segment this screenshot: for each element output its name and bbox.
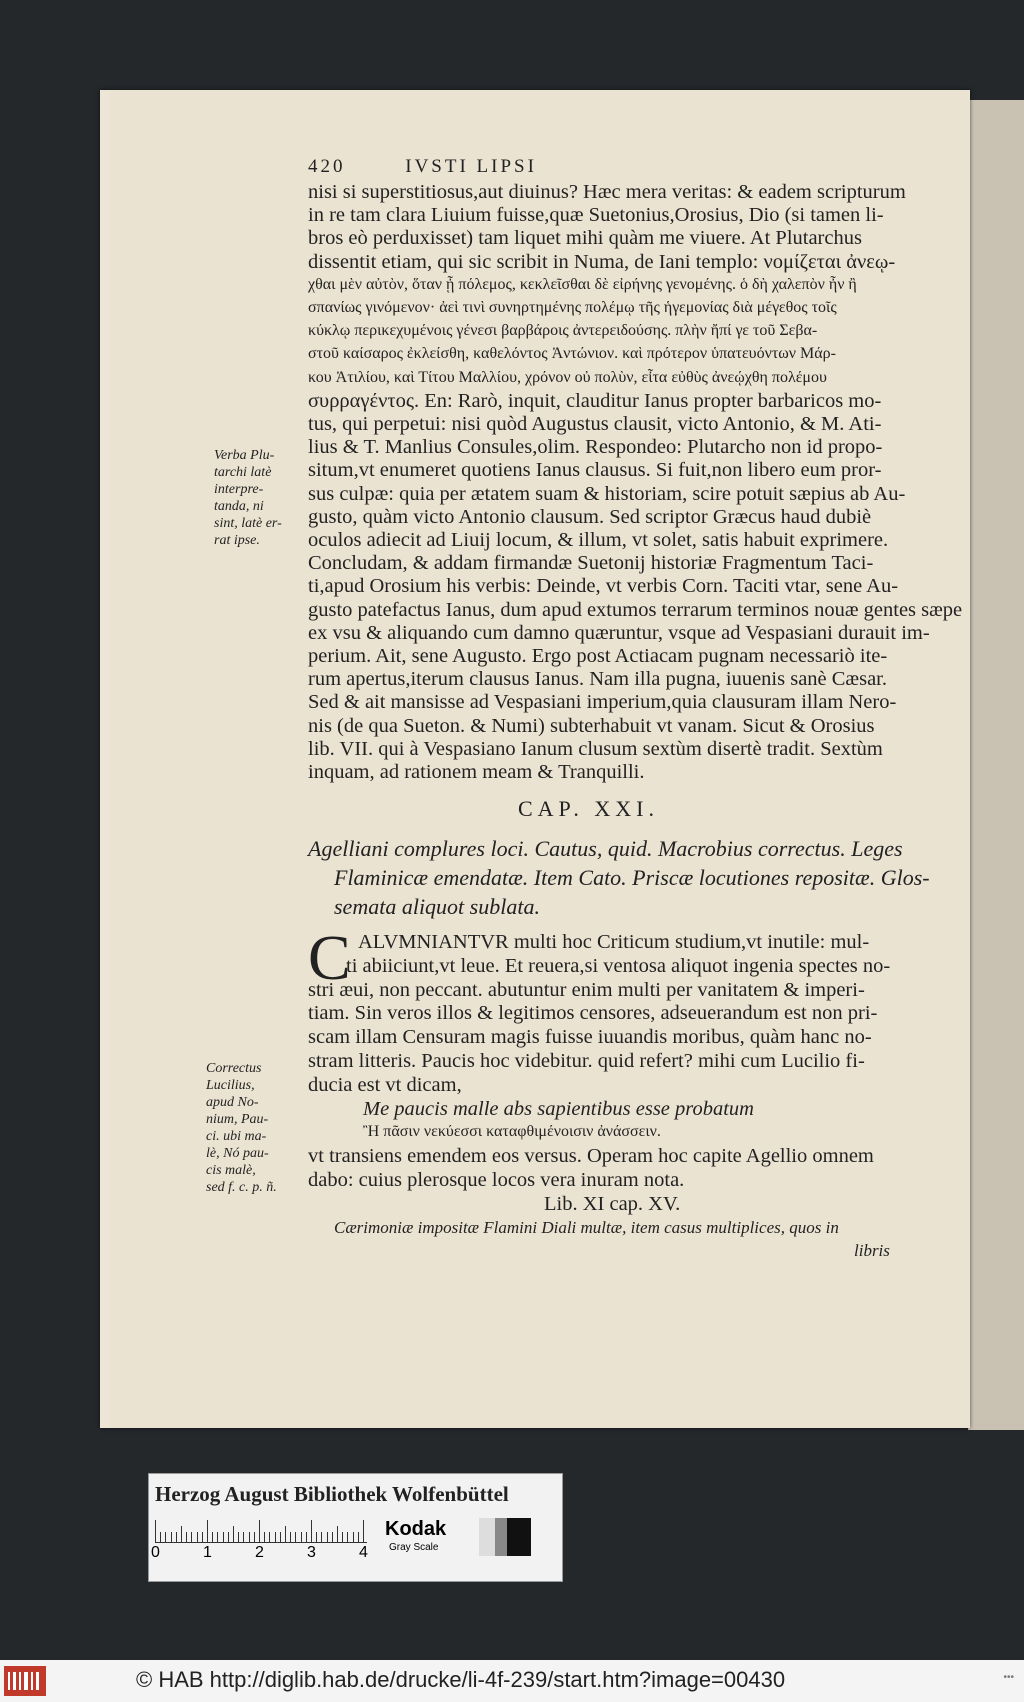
marginal-note-line: lè, Nó pau- [206,1146,269,1161]
ruler-tick [207,1520,208,1542]
marginal-note-line: sint, latè er- [214,516,282,531]
summary-line: Flaminicæ emendatæ. Item Cato. Priscæ locutiones repositæ. Glos- [334,865,930,890]
ruler-tick [249,1532,250,1542]
ruler-tick [264,1532,265,1542]
text-line: tiam. Sin veros illos & legitimos censores, adseuerandum est non pri- [308,1002,878,1025]
text-line: situm,vt enumeret quotiens Ianus clausus. Si fuit,non libero eum pror- [308,459,882,482]
marginal-note-line: sed f. c. p. ñ. [206,1180,277,1195]
text-line: lib. VII. qui à Vespasiano Ianum clusum sextùm disertè tradit. Sextùm [308,737,883,760]
text-line: συρραγέντος. En: Rarò, inquit, clauditur Ianus propter barbaricos mo- [308,389,882,412]
text-line: ti abiiciunt,vt leue. Et reuera,si ventosa aliquot ingenia spectes no- [346,954,891,977]
ruler-number: 2 [255,1544,264,1561]
text-line: lius & T. Manlius Consules,olim. Respondeo: Plutarcho non id propo- [308,436,883,459]
ruler-tick [295,1532,296,1542]
text-line: κύκλῳ περικεχυμένοις γένεσι βαρβάροις ἀντερειδούσης. πλὴν ἤπί γε τοῦ Σεβα- [308,322,818,340]
marginal-note-line: Verba Plu- [214,448,275,463]
ruler-tick [311,1520,312,1542]
text-line: Sed & ait mansisse ad Vespasiani imperium,quia clausuram illam Nero- [308,691,897,714]
text-line: ALVMNIANTVR multi hoc Criticum studium,vt inutile: mul- [358,931,870,953]
text-line: Cærimoniæ impositæ Flamini Diali multæ, item casus multiplices, quos in [334,1217,839,1237]
text-line: rum apertus,iterum clausus Ianus. Nam illa pugna, iuuenis sanè Cæsar. [308,668,888,691]
chapter-title: CAP. XXI. [518,796,659,821]
text-line: perium. Ait, sene Augusto. Ergo post Actiacam pugnam necessariò ite- [308,645,888,667]
ruler-tick [275,1532,276,1542]
ruler-tick [217,1532,218,1542]
ruler-tick [316,1532,317,1542]
ruler-tick [171,1532,172,1542]
text-line: inquam, ad rationem meam & Tranquilli. [308,761,645,783]
ruler-tick [353,1532,354,1542]
summary-line: Agelliani complures loci. Cautus, quid. Macrobius correctus. Leges [308,836,903,861]
text-line: tus, qui perpetui: nisi quòd Augustus clausit, victo Antonio, & M. Ati- [308,413,882,435]
ruler-number: 1 [203,1544,212,1561]
ruler-tick [301,1532,302,1542]
page-number: 420 [308,156,346,177]
ruler-tick [280,1532,281,1542]
text-line: gusto, quàm victo Antonio clausum. Sed scriptor Græcus haud dubiè [308,505,872,528]
ruler-number: 3 [307,1544,316,1561]
marginal-note-lucilius [206,1060,277,1196]
ruler-number: 4 [359,1544,368,1561]
text-line: libris [854,1241,890,1261]
brand-logo: Kodak [385,1518,447,1540]
footer-right-mark: ••• [1003,1672,1014,1683]
text-line: stram litteris. Paucis hoc videbitur. quid refert? mihi cum Lucilio fi- [308,1050,865,1072]
text-line: ti,apud Orosium his verbis: Deinde, vt verbis Corn. Taciti vtar, sene Au- [308,575,899,598]
facing-page-edge [968,100,1024,1430]
ruler-tick [347,1532,348,1542]
text-line: in re tam clara Liuium fuisse,quæ Suetonius,Orosius, Dio (si tamen li- [308,204,884,227]
library-name: Herzog August Bibliothek Wolfenbüttel [155,1482,509,1506]
marginal-note-line: interpre- [214,482,264,497]
ruler-tick [212,1532,213,1542]
text-line: bros eò perduxisset) tam liquet mihi quàm me viuere. At Plutarchus [308,227,862,250]
text-line: nis (de qua Sueton. & Numi) subterhabuit vt vanam. Sicut & Orosius [308,714,875,737]
ruler-tick [191,1532,192,1542]
ruler-tick [202,1532,203,1542]
ruler-tick [160,1532,161,1542]
ruler-tick [254,1532,255,1542]
marginal-note-line: rat ipse. [214,533,260,548]
ruler-tick [186,1532,187,1542]
ruler-tick [165,1532,166,1542]
ruler-tick [228,1532,229,1542]
ruler-tick [223,1532,224,1542]
text-line: κου Ἀτιλίου, καὶ Τίτου Μαλλίου, χρόνον οὐ πολὺν, εἶτα εὐθὺς ἀνεῴχθη πολέμου [308,368,827,386]
ruler-tick [342,1532,343,1542]
hab-barcode-icon [4,1666,46,1696]
text-line: dabo: cuius plerosque locos vera inuram nota. [308,1169,685,1191]
gray-scale-patch [479,1518,531,1556]
ruler-tick [233,1526,234,1542]
marginal-note-line: tanda, ni [214,499,264,514]
text-line: gusto patefactus Ianus, dum apud extumos terrarum terminos nouæ gentes sæpe [308,598,963,621]
marginal-note-line: cis malè, [206,1163,256,1178]
running-head [308,156,537,178]
ruler-tick [269,1532,270,1542]
ruler-tick [321,1532,322,1542]
text-line: sus culpæ: quia per ætatem suam & historiam, scire potuit sæpius ab Au- [308,482,906,505]
text-line: oculos adiecit ad Liuij locum, & illum, vt solet, satis habuit exprimere. [308,529,889,551]
ruler-tick [327,1532,328,1542]
ruler-tick [155,1520,156,1542]
ruler-number: 0 [151,1544,160,1561]
ruler-tick [176,1532,177,1542]
library-color-chart [148,1473,563,1582]
ruler-tick [197,1532,198,1542]
text-line: stri æui, non peccant. abutuntur enim multi per vanitatem & imperi- [308,978,865,1001]
marginal-note-plutarch [214,447,282,549]
text-line: στοῦ καίσαρος ἐκλείσθη, καθελόντος Ἀντώνιον. καὶ πρότερον ὑπατευόντων Μάρ- [308,345,836,363]
text-line: Me paucis malle abs sapientibus esse probatum [363,1097,754,1120]
book-page [100,90,970,1428]
ruler-tick [337,1526,338,1542]
marginal-note-line: nium, Pau- [206,1112,269,1127]
text-line: nisi si superstitiosus,aut diuinus? Hæc mera veritas: & eadem scripturum [308,181,906,203]
brand-subtitle: Gray Scale [389,1542,439,1553]
text-line: Lib. XI cap. XV. [544,1192,681,1215]
scale-ruler [155,1518,367,1543]
text-line: dissentit etiam, qui sic scribit in Numa, de Iani templo: νομίζεται ἀνεῳ- [308,250,896,273]
ruler-tick [290,1532,291,1542]
text-line: vt transiens emendem eos versus. Operam hoc capite Agellio omnem [308,1145,874,1168]
marginal-note-line: Correctus [206,1061,262,1076]
marginal-note-line: Lucilius, [206,1078,255,1093]
copyright-url[interactable]: © HAB http://diglib.hab.de/drucke/li-4f-239/start.htm?image=00430 [136,1667,786,1692]
page-content [110,90,970,1428]
ruler-tick [358,1532,359,1542]
text-line: Ἢ πᾶσιν νεκύεσσι καταφθιμένοισιν ἀνάσσειν. [363,1123,661,1141]
ruler-tick [181,1526,182,1542]
chapter-summary [308,834,948,921]
text-line: σπανίως γινόμενον· ἀεὶ τινὶ συνηρτημένης πολέμῳ τῆς ἡγεμονίας διὰ μέγεθος τοῖς [308,299,837,316]
text-line: ducia est vt dicam, [308,1073,462,1096]
summary-line: semata aliquot sublata. [334,894,540,919]
marginal-note-line: tarchi latè [214,465,272,480]
marginal-note-line: apud No- [206,1095,259,1110]
text-line: scam illam Censuram magis fuisse iuuandis moribus, quàm hanc no- [308,1026,872,1049]
ruler-tick [306,1532,307,1542]
ruler-tick [259,1520,260,1542]
running-head-title: IVSTI LIPSI [405,156,537,177]
text-line: χθαι μὲν αὐτὸν, ὅταν ᾖ πόλεμος, κεκλεῖσθαι δὲ εἰρήνης γενομένης. ὁ δὴ χαλεπὸν ἦν ἢ [308,275,857,293]
footer-bar [0,1660,1024,1702]
ruler-tick [363,1520,364,1542]
marginal-note-line: ci. ubi ma- [206,1129,267,1144]
drop-cap: C [308,922,351,993]
text-line: ex vsu & aliquando cum damno quæruntur, vsque ad Vespasiani durauit im- [308,621,930,644]
ruler-tick [332,1532,333,1542]
ruler-tick [243,1532,244,1542]
ruler-tick [238,1532,239,1542]
text-line: Concludam, & addam firmandæ Suetonij historiæ Fragmentum Taci- [308,552,874,575]
ruler-tick [285,1526,286,1542]
